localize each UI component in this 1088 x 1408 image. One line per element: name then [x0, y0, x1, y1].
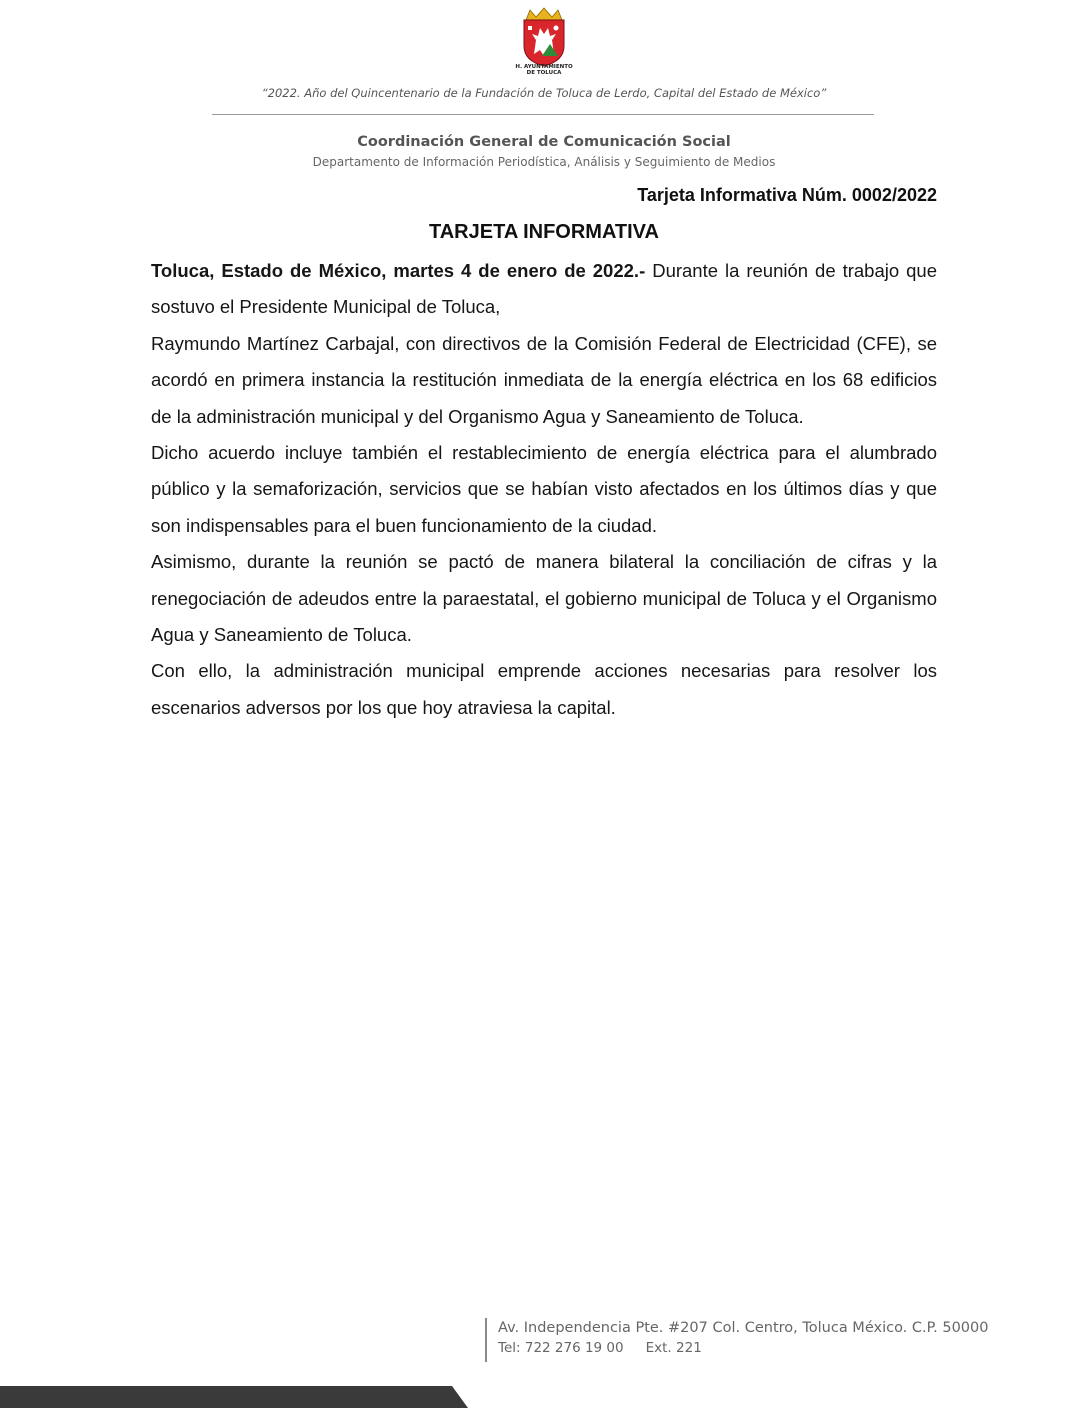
paragraph-1 [151, 253, 937, 326]
coordination-heading: Coordinación General de Comunicación Social [357, 134, 731, 150]
department-heading: Departamento de Información Periodística, Análisis y Seguimiento de Medios [312, 155, 776, 169]
logo-caption-line1: H. AYUNTAMIENTO [515, 64, 573, 70]
footer-ext: Ext. 221 [645, 1340, 702, 1356]
logo-caption [494, 64, 594, 76]
footer-address: Av. Independencia Pte. #207 Col. Centro, Toluca México. C.P. 50000 [498, 1320, 989, 1336]
footer-phone [498, 1340, 702, 1356]
year-motto: “2022. Año del Quincentenario de la Fundación de Toluca de Lerdo, Capital del Estado de México” [261, 86, 827, 100]
paragraph-4: Asimismo, durante la reunión se pactó de manera bilateral la conciliación de cifras y la renegociación de adeudos entre la paraestatal, el gobierno municipal de Toluca y el Organismo Agua y Saneamiento de Toluca. [151, 551, 937, 646]
card-number: Tarjeta Informativa Núm. 0002/2022 [637, 185, 937, 205]
paragraph-5: Con ello, la administración municipal emprende acciones necesarias para resolver los escenarios adversos por los que hoy atraviesa la capital. [151, 660, 937, 718]
paragraph-3: Dicho acuerdo incluye también el restablecimiento de energía eléctrica para el alumbrado público y la semaforización, servicios que se habían visto afectados en los últimos días y que son indispensables para el buen funcionamiento de la ciudad. [151, 442, 937, 536]
logo-caption-line2: DE TOLUCA [526, 70, 562, 76]
header-divider [212, 114, 874, 115]
paragraph-2: Raymundo Martínez Carbajal, con directivos de la Comisión Federal de Electricidad (CFE), se acordó en primera instancia la restitución inmediata de la energía eléctrica en los 68 edificios de la administración municipal y del Organismo Agua y Saneamiento de Toluca. [151, 332, 937, 427]
dateline: Toluca, Estado de México, martes 4 de enero de 2022.- [151, 260, 646, 281]
footer-tel: Tel: 722 276 19 00 [498, 1340, 624, 1356]
document-body [151, 253, 937, 726]
document-title: TARJETA INFORMATIVA [429, 221, 659, 243]
paragraph-1-text: Durante la reunión de trabajo que sostuvo el Presidente Municipal de Toluca, [151, 260, 938, 318]
footer-divider [485, 1318, 487, 1362]
footer-band [0, 1386, 470, 1408]
